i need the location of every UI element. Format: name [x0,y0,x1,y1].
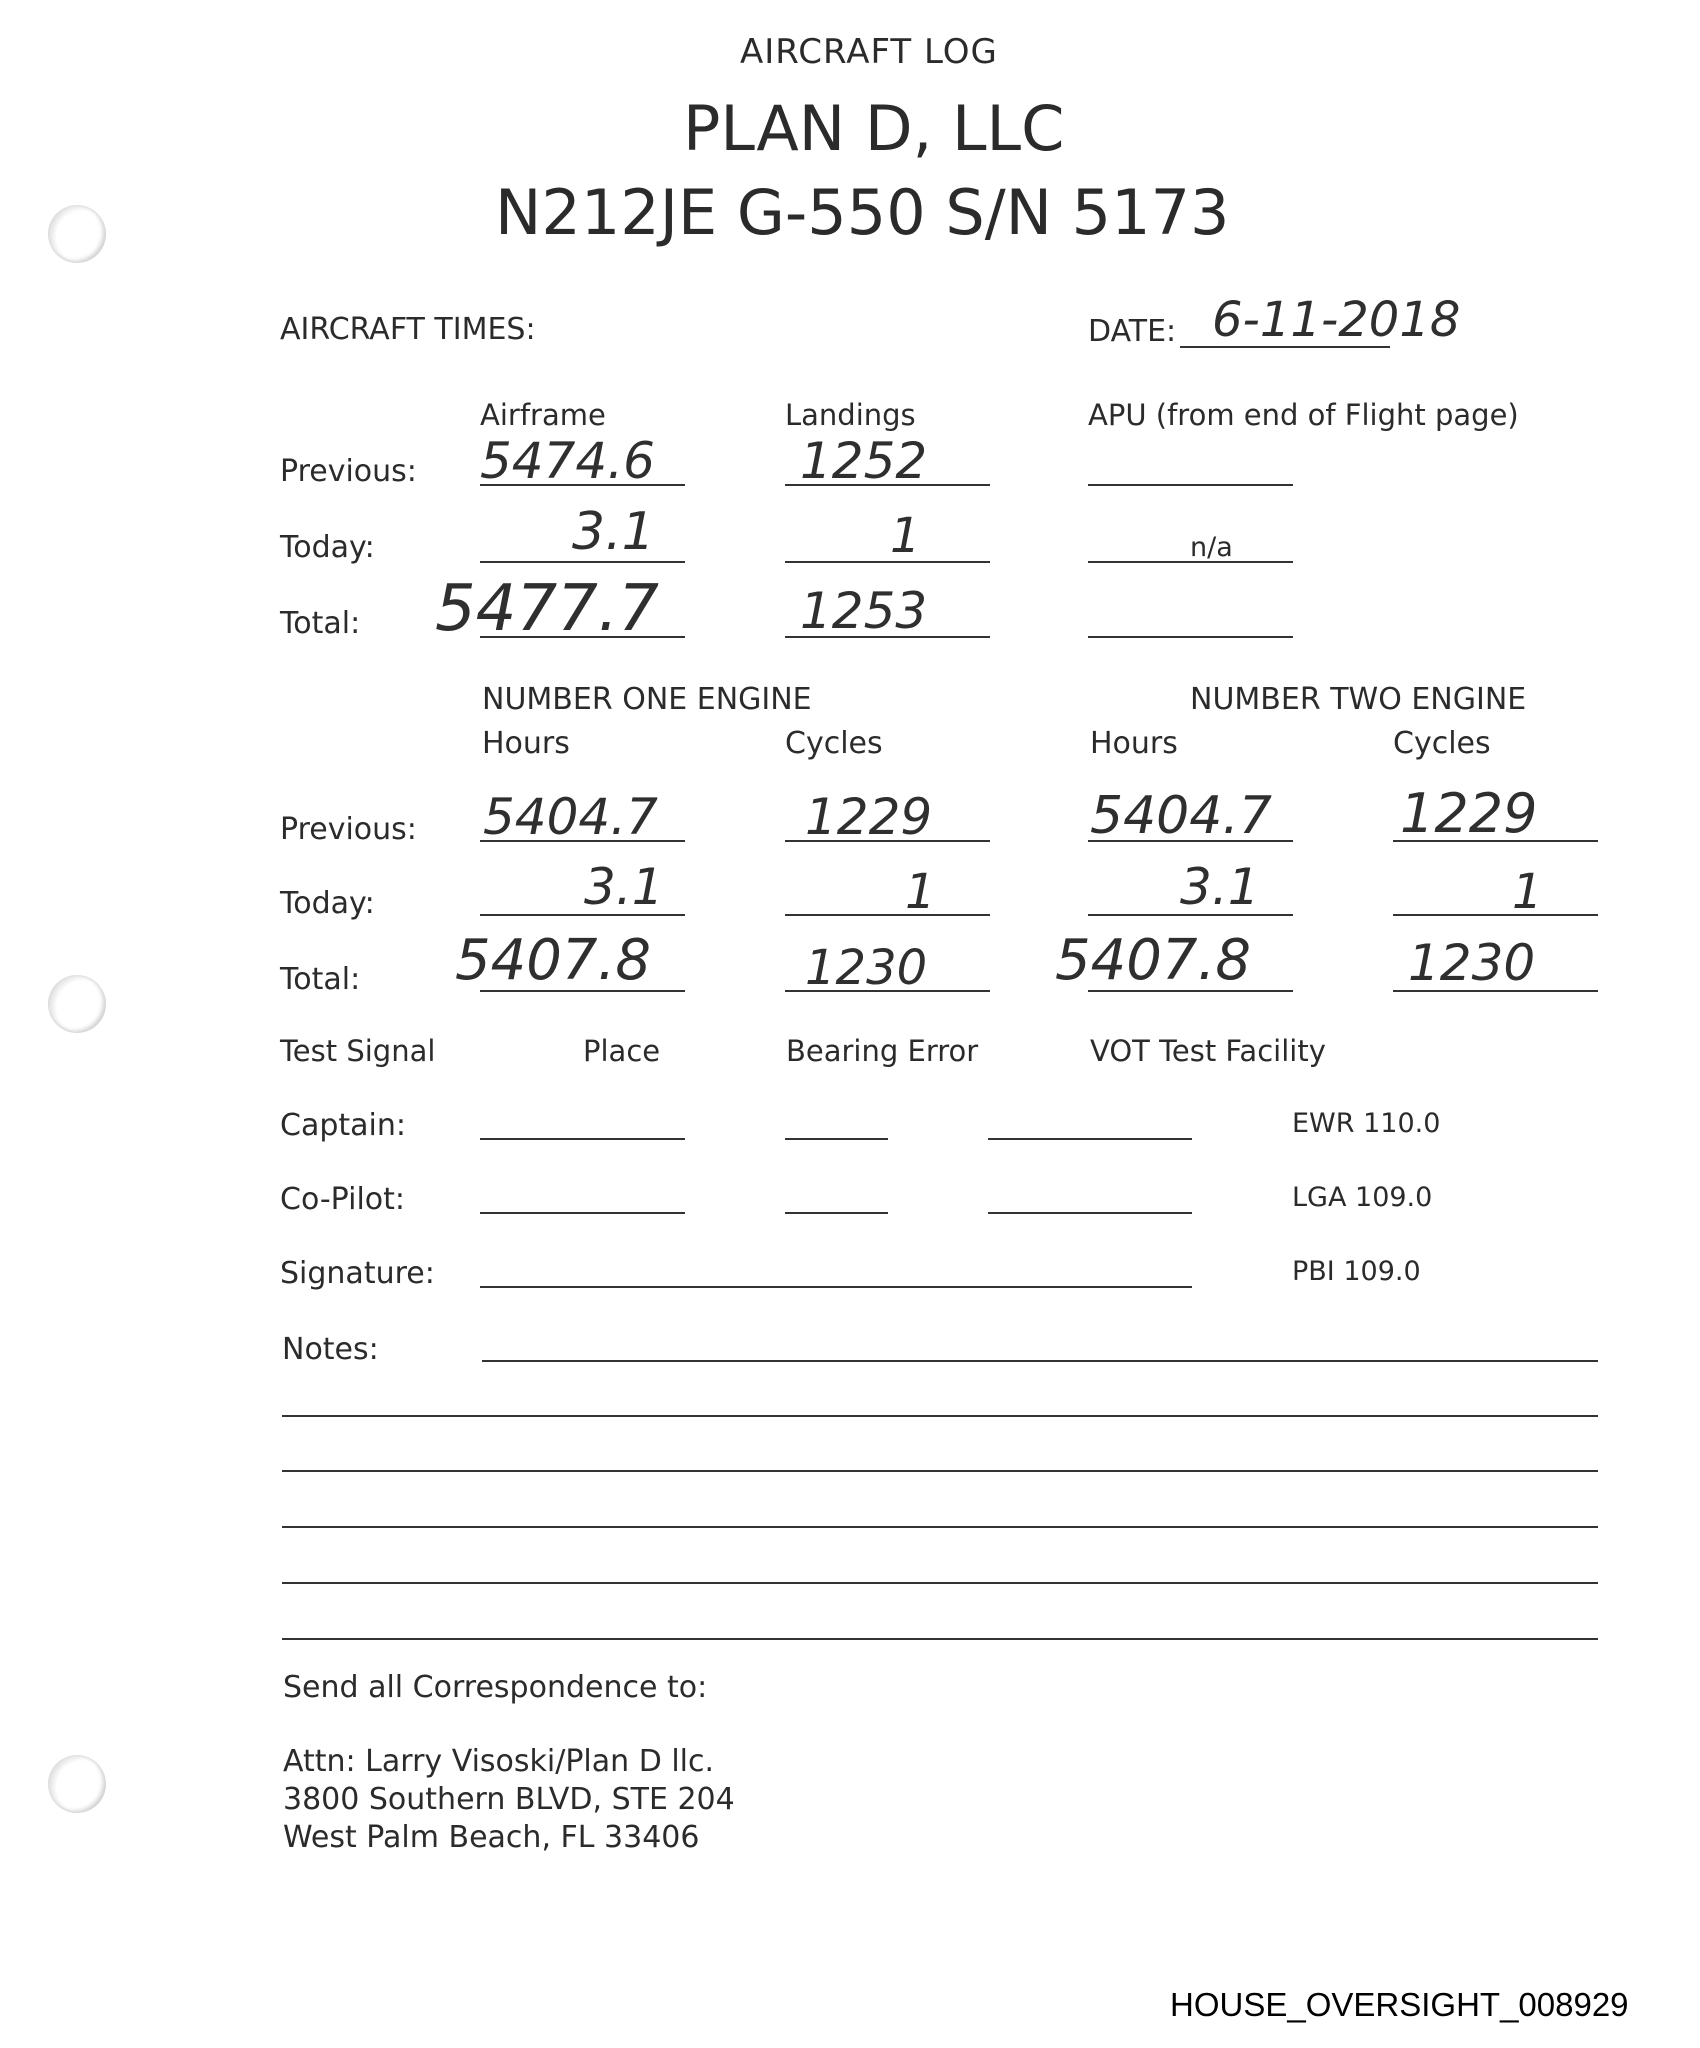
engine-two-hours-header: Hours [1090,726,1178,761]
e2-hours-total: 5407.8 [1055,928,1251,993]
notes-line-5 [282,1582,1598,1584]
notes-line-3 [282,1470,1598,1472]
copilot-place-line [480,1212,685,1214]
binder-hole-bottom [48,1755,106,1813]
facility-ewr: EWR 110.0 [1292,1108,1441,1139]
log-title: AIRCRAFT LOG [740,32,998,72]
e1-cycles-today: 1 [905,864,936,920]
date-label: DATE: [1088,314,1177,349]
airframe-total: 5477.7 [435,572,659,646]
e2-cycles-today-line [1393,914,1598,916]
facility-lga: LGA 109.0 [1292,1182,1433,1213]
col-bearing-error: Bearing Error [786,1034,979,1068]
copilot-bearing-line [785,1212,888,1214]
e1-cycles-previous: 1229 [805,788,933,846]
aircraft-id: N212JE G-550 S/N 5173 [495,176,1230,249]
captain-bearing-line [785,1138,888,1140]
correspondence-address2: West Palm Beach, FL 33406 [283,1820,700,1855]
e2-cycles-today: 1 [1512,864,1543,920]
e1-cycles-total: 1230 [805,940,928,996]
e2-cycles-previous: 1229 [1400,782,1538,845]
apu-previous-line [1088,484,1293,486]
e1-hours-today: 3.1 [584,858,664,916]
row-previous: Previous: [280,454,417,489]
copilot-facility-line [988,1212,1192,1214]
signature-line [480,1286,1192,1288]
landings-previous: 1252 [800,432,928,490]
captain-place-line [480,1138,685,1140]
notes-line-6 [282,1638,1598,1640]
correspondence-label: Send all Correspondence to: [283,1670,708,1705]
landings-today: 1 [890,508,921,564]
airframe-previous: 5474.6 [480,432,655,490]
e2-hours-today: 3.1 [1180,858,1260,916]
e2-hours-previous: 5404.7 [1090,786,1272,846]
bates-number: HOUSE_OVERSIGHT_008929 [1170,1986,1629,2023]
apu-total-line [1088,636,1293,638]
binder-hole-top [48,205,106,263]
col-test-signal: Test Signal [280,1034,436,1068]
row-total: Total: [280,606,361,641]
notes-line-4 [282,1526,1598,1528]
engine-row-today: Today: [280,886,375,921]
correspondence-address1: 3800 Southern BLVD, STE 204 [283,1782,735,1817]
company-name: PLAN D, LLC [683,92,1065,165]
landings-today-line [785,561,990,563]
row-captain: Captain: [280,1108,406,1143]
apu-today: n/a [1190,532,1233,563]
row-today: Today: [280,530,375,565]
captain-facility-line [988,1138,1192,1140]
e1-hours-total: 5407.8 [455,928,651,993]
correspondence-attn: Attn: Larry Visoski/Plan D llc. [283,1744,715,1779]
engine-row-total: Total: [280,962,361,997]
col-place: Place [583,1034,661,1068]
landings-total: 1253 [800,582,928,640]
e1-cycles-today-line [785,914,990,916]
engine-one-title: NUMBER ONE ENGINE [482,682,812,717]
date-value: 6-11-2018 [1212,292,1461,348]
notes-label: Notes: [282,1332,379,1367]
col-apu: APU (from end of Flight page) [1088,398,1519,432]
notes-line-2 [282,1415,1598,1417]
row-copilot: Co-Pilot: [280,1182,406,1217]
e1-hours-previous: 5404.7 [483,788,658,846]
col-airframe: Airframe [480,398,606,432]
facility-pbi: PBI 109.0 [1292,1256,1421,1287]
engine-one-cycles-header: Cycles [785,726,883,761]
aircraft-times-label: AIRCRAFT TIMES: [280,312,536,347]
engine-two-cycles-header: Cycles [1393,726,1491,761]
e2-cycles-total: 1230 [1408,934,1536,992]
airframe-today: 3.1 [572,502,655,562]
engine-row-previous: Previous: [280,812,417,847]
engine-two-title: NUMBER TWO ENGINE [1190,682,1527,717]
row-signature: Signature: [280,1256,435,1291]
notes-line-1 [482,1360,1598,1362]
col-landings: Landings [785,398,916,432]
binder-hole-middle [48,975,106,1033]
col-vot-facility: VOT Test Facility [1090,1034,1326,1068]
engine-one-hours-header: Hours [482,726,570,761]
